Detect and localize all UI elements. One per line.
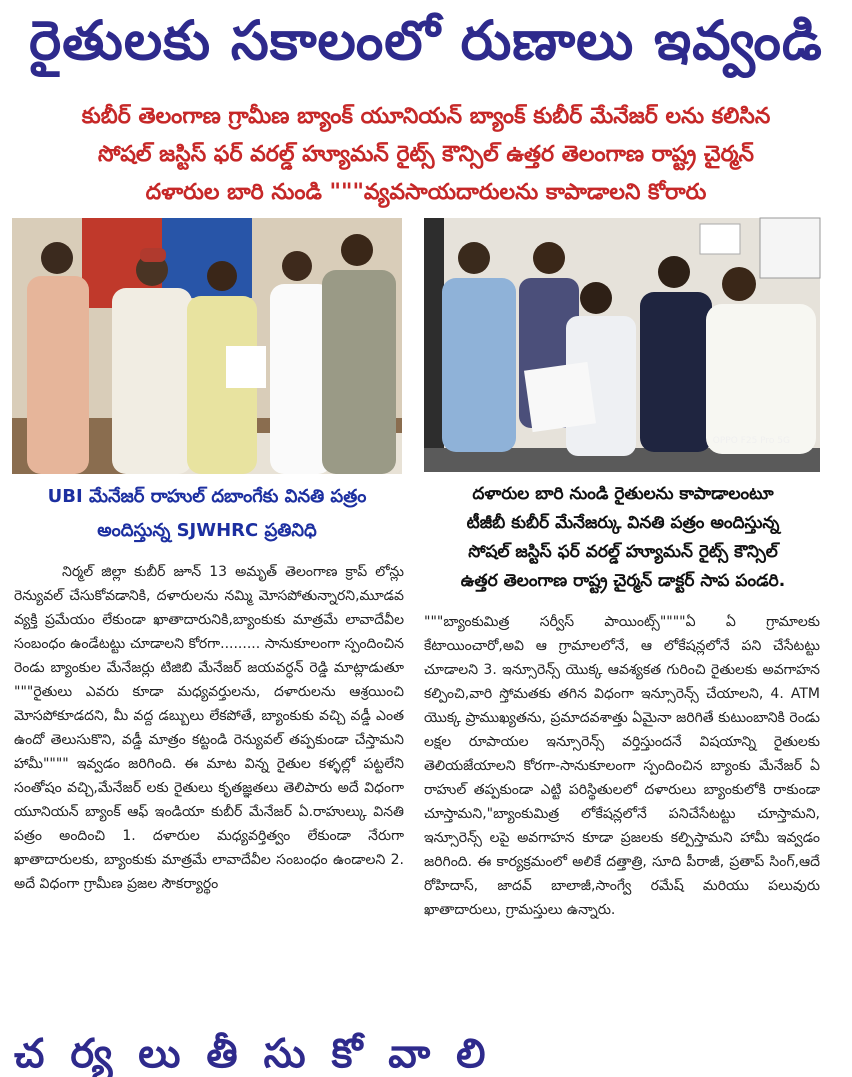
photo-left: [12, 218, 402, 474]
caption-left-line-2: అందిస్తున్న SJWHRC ప్రతినిధి: [97, 520, 317, 541]
subheadline-line-1: కుబీర్ తెలంగాణ గ్రామీణ బ్యాంక్ యూనియన్ బ్యాంక్ కుబీర్ మేనేజర్ లను కలిసిన: [81, 104, 771, 129]
caption-left: [12, 480, 402, 548]
camera-watermark: OPPO F25 Pro 5G: [712, 436, 790, 446]
article-body-right-text: """బ్యాంకుమిత్ర సర్వీస్ పాయింట్స్""""ఏ ఏ గ్రామాలకు కేటాయించారో,అవి ఆ గ్రామాలలోనే, ఆ లోకేషన్లలోనే పని చేసేటట్టు చూడాలని 3. ఇన్సూరెన్స్ యొక్క ఆవశ్యకత గురించి రైతులకు అవగాహన కల్పించి,వారి స్తోమతకు తగిన విధంగా ఇన్సూరెన్స్ చేయాలని, 4. ATM యొక్క ప్రాముఖ్యతను, ప్రమాదవశాత్తు ఏమైనా జరిగితే కుటుంబానికి రెండు లక్షల రూపాయల ఇన్సూరెన్స్ వర్తిస్తుందనే విషయాన్ని రైతులకు తెలియజేయాలని కోరగా-సానుకూలంగా స్పందించిన బ్యాంకు మేనేజర్ ఏ రాహుల్ తప్పకుండా ఎట్టి పరిస్థితులలో దళారులు బ్యాంకులోకి రాకుండా చూస్తామని,"బ్యాంకుమిత్ర లోకేషన్లలోనే పనిచేసేటట్టు చూస్తామని, ఇన్సూరెన్స్ లపై అవగాహన కూడా ప్రజలకు కల్పిస్తామని హామీ ఇవ్వడం జరిగింది. ఈ కార్యక్రమంలో అలికే దత్తాత్రి, సూది పీరాజీ, ప్రతాప్ సింగ్,ఆదే రోహిదాస్, జాదవ్ బాలాజీ,సాంగ్వే రమేష్ మరియు పలువురు ఖాతాదారులు, గ్రామస్తులు ఉన్నారు.: [424, 614, 820, 918]
article-body-right: [424, 610, 820, 1020]
next-headline-fragment: [14, 1030, 838, 1077]
article-body-left: [14, 560, 404, 1020]
photo-right-illustration: [424, 218, 820, 472]
caption-right: [418, 480, 828, 596]
next-headline-fragment-text: చ ర్య లు తీ సు కో వా లి: [14, 1031, 492, 1077]
caption-right-line-1: దళారుల బారి నుండి రైతులను కాపాడాలంటూ: [472, 484, 774, 504]
caption-right-line-3: సోషల్ జస్టిస్ ఫర్ వరల్డ్ హ్యూమన్ రైట్స్ కౌన్సిల్: [468, 542, 778, 562]
article-body-left-text: నిర్మల్ జిల్లా కుబీర్ జూన్ 13 అమృత్ తెలంగాణ క్రాప్ లోన్లు రెన్యువల్ చేసుకోవడానికి, దళారులను నమ్మి మోసపోతున్నారని,మూడవ వ్యక్తి ప్రమేయం లేకుండా ఖాతాదారునికి,బ్యాంకుకు మాత్రమే లావాదేవీల సంబంధం ఉండేటట్టు చూడాలని కోరగా......... సానుకూలంగా స్పందించిన రెండు బ్యాంకుల మేనేజర్లు టిజిబి మేనేజర్ జయవర్ధన్ రెడ్డి మాట్లాడుతూ """రైతులు ఎవరు కూడా మధ్యవర్తులను, దళారులను ఆశ్రయించి మోసపోకూడదని, మీ వద్ద డబ్బులు లేకపోతే, బ్యాంకుకు వచ్చి వడ్డీ ఎంత ఉందో తెలుసుకొని, వడ్డీ మాత్రం కట్టండి రెన్యువల్ తప్పకుండా చేస్తామని హామీ"""" ఇవ్వడం జరిగింది. ఈ మాట విన్న రైతుల కళ్ళల్లో పట్టలేని సంతోషం వచ్చి,మేనేజర్ లకు రైతులు కృతజ్ఞతలు తెలిపారు అదే విధంగా యూనియన్ బ్యాంక్ ఆఫ్ ఇండియా కుబీర్ మేనేజర్ ఏ.రాహుల్కు వినతి పత్రం అందించి 1. దళారుల మధ్యవర్తిత్వం లేకుండా నేరుగా ఖాతాదారులకు, బ్యాంకుకు మాత్రమే లావాదేవీల సంబంధం ఉండాలని 2. అదే విధంగా గ్రామీణ ప్రజల సౌకర్యార్థం: [14, 564, 404, 892]
caption-right-line-4: ఉత్తర తెలంగాణ రాష్ట్ర చైర్మన్ డాక్టర్ సాప పండరి.: [460, 571, 786, 591]
caption-left-line-1: UBI మేనేజర్ రాహుల్ దబాంగేకు వినతి పత్రం: [47, 486, 367, 507]
photo-left-illustration: [12, 218, 402, 474]
subheadline-line-3: దళారుల బారి నుండి """వ్యవసాయదారులను కాపాడాలని కోరారు: [145, 180, 707, 205]
caption-right-line-2: టీజీబీ కుబీర్ మేనేజర్కు వినతి పత్రం అందిస్తున్న: [466, 513, 780, 533]
photo-right: [424, 218, 820, 472]
subheadline-line-2: సోషల్ జస్టిస్ ఫర్ వరల్డ్ హ్యూమన్ రైట్స్ కౌన్సిల్ ఉత్తర తెలంగాణ రాష్ట్ర చైర్మన్: [98, 142, 754, 167]
page-headline: రైతులకు సకాలంలో రుణాలు ఇవ్వండి: [29, 9, 823, 72]
